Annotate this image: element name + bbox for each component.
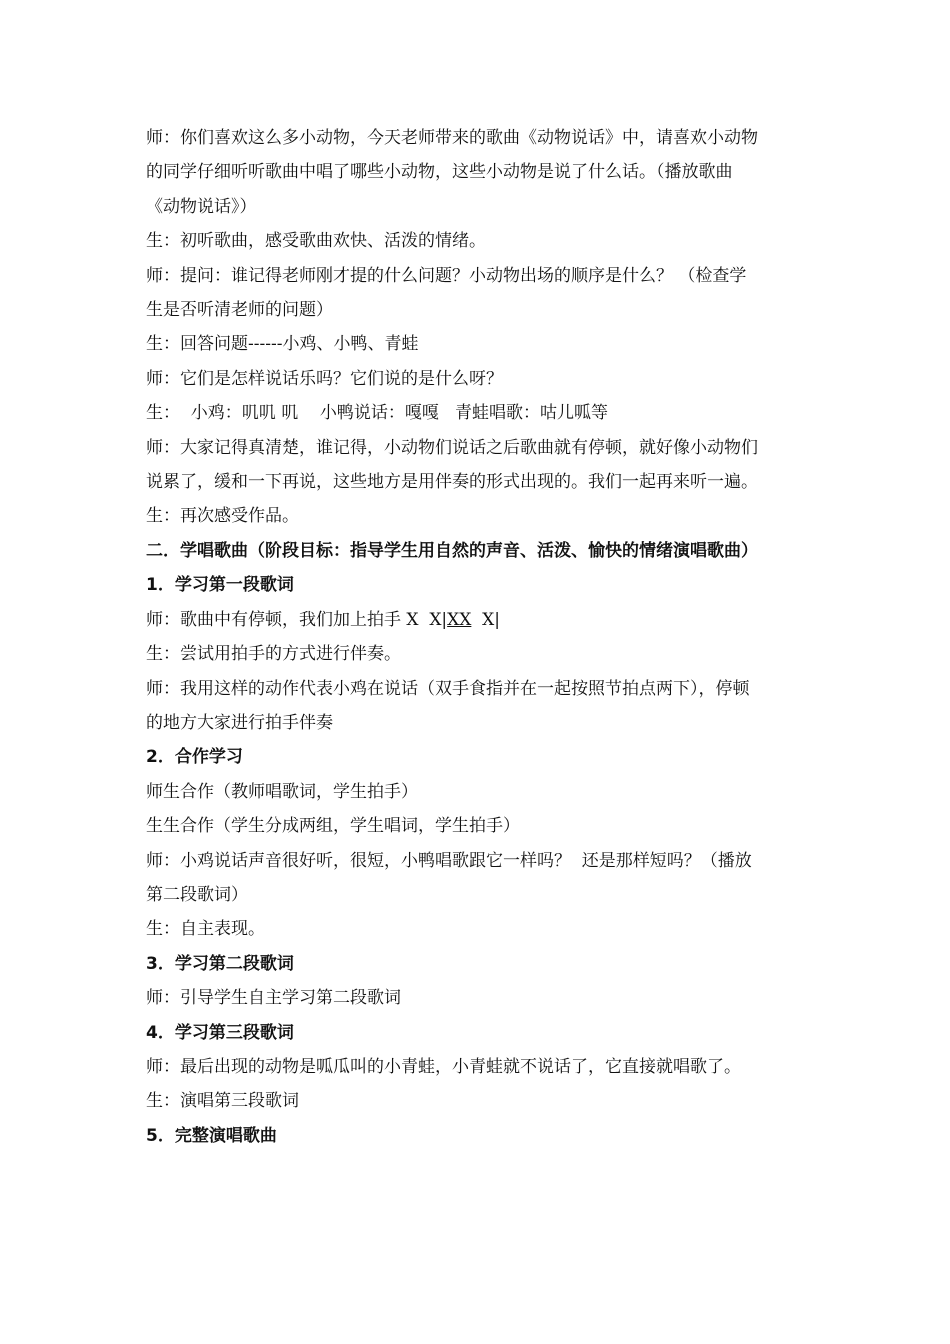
paragraph-line: 师：大家记得真清楚，谁记得，小动物们说话之后歌曲就有停顿，就好像小动物们 bbox=[146, 437, 758, 458]
paragraph-line: 的同学仔细听听歌曲中唱了哪些小动物，这些小动物是说了什么话。（播放歌曲 bbox=[146, 162, 733, 183]
paragraph-line: 第二段歌词） bbox=[146, 884, 248, 905]
paragraph-line: 说累了，缓和一下再说，这些地方是用伴奏的形式出现的。我们一起再来听一遍。 bbox=[146, 472, 758, 493]
paragraph-line: 生：再次感受作品。 bbox=[146, 506, 299, 527]
rhythm-bar: | bbox=[494, 609, 501, 630]
paragraph-line: 生： 小鸡：叽叽 叽 小鸭说话：嘎嘎 青蛙唱歌：咕儿呱等 bbox=[146, 403, 609, 424]
paragraph-line: 生是否听清老师的问题） bbox=[146, 300, 333, 321]
paragraph-line: 的地方大家进行拍手伴奏 bbox=[146, 712, 333, 733]
section-heading: 2．合作学习 bbox=[146, 747, 243, 768]
rhythm-prefix: 师：歌曲中有停顿，我们加上拍手 X X bbox=[146, 609, 442, 630]
section-heading: 二．学唱歌曲（阶段目标：指导学生用自然的声音、活泼、愉快的情绪演唱歌曲） bbox=[146, 540, 758, 561]
paragraph-line: 师：它们是怎样说话乐吗？它们说的是什么呀？ bbox=[146, 368, 503, 389]
paragraph-line: 生：初听歌曲，感受歌曲欢快、活泼的情绪。 bbox=[146, 231, 486, 252]
paragraph-line: 师：我用这样的动作代表小鸡在说话（双手食指并在一起按照节拍点两下），停顿 bbox=[146, 678, 750, 699]
section-heading: 4．学习第三段歌词 bbox=[146, 1022, 294, 1043]
section-heading: 5．完整演唱歌曲 bbox=[146, 1125, 277, 1146]
paragraph-line: 师：最后出现的动物是呱瓜叫的小青蛙，小青蛙就不说话了，它直接就唱歌了。 bbox=[146, 1056, 741, 1077]
paragraph-line: 师：引导学生自主学习第二段歌词 bbox=[146, 988, 401, 1009]
paragraph-line: 生生合作（学生分成两组，学生唱词，学生拍手） bbox=[146, 816, 520, 837]
rhythm-underlined: XX bbox=[447, 609, 472, 630]
rhythm-line bbox=[146, 603, 818, 637]
paragraph-line: 师：提问：谁记得老师刚才提的什么问题？小动物出场的顺序是什么？ （检查学 bbox=[146, 265, 747, 286]
paragraph-line: 生：回答问题------小鸡、小鸭、青蛙 bbox=[146, 334, 419, 355]
paragraph-line: 师：小鸡说话声音很好听，很短，小鸭唱歌跟它一样吗？ 还是那样短吗？（播放 bbox=[146, 850, 752, 871]
document-page bbox=[146, 121, 818, 1153]
paragraph-line: 师生合作（教师唱歌词，学生拍手） bbox=[146, 781, 418, 802]
paragraph-line: 生：演唱第三段歌词 bbox=[146, 1091, 299, 1112]
rhythm-bar: | bbox=[441, 609, 448, 630]
paragraph-line: 生：自主表现。 bbox=[146, 919, 265, 940]
paragraph-line: 《动物说话》） bbox=[146, 196, 257, 217]
paragraph-line: 师：你们喜欢这么多小动物，今天老师带来的歌曲《动物说话》中，请喜欢小动物 bbox=[146, 128, 758, 148]
section-heading: 3．学习第二段歌词 bbox=[146, 953, 294, 974]
paragraph-line: 生：尝试用拍手的方式进行伴奏。 bbox=[146, 644, 401, 665]
rhythm-mid: X bbox=[471, 609, 495, 630]
section-heading: 1．学习第一段歌词 bbox=[146, 575, 294, 596]
